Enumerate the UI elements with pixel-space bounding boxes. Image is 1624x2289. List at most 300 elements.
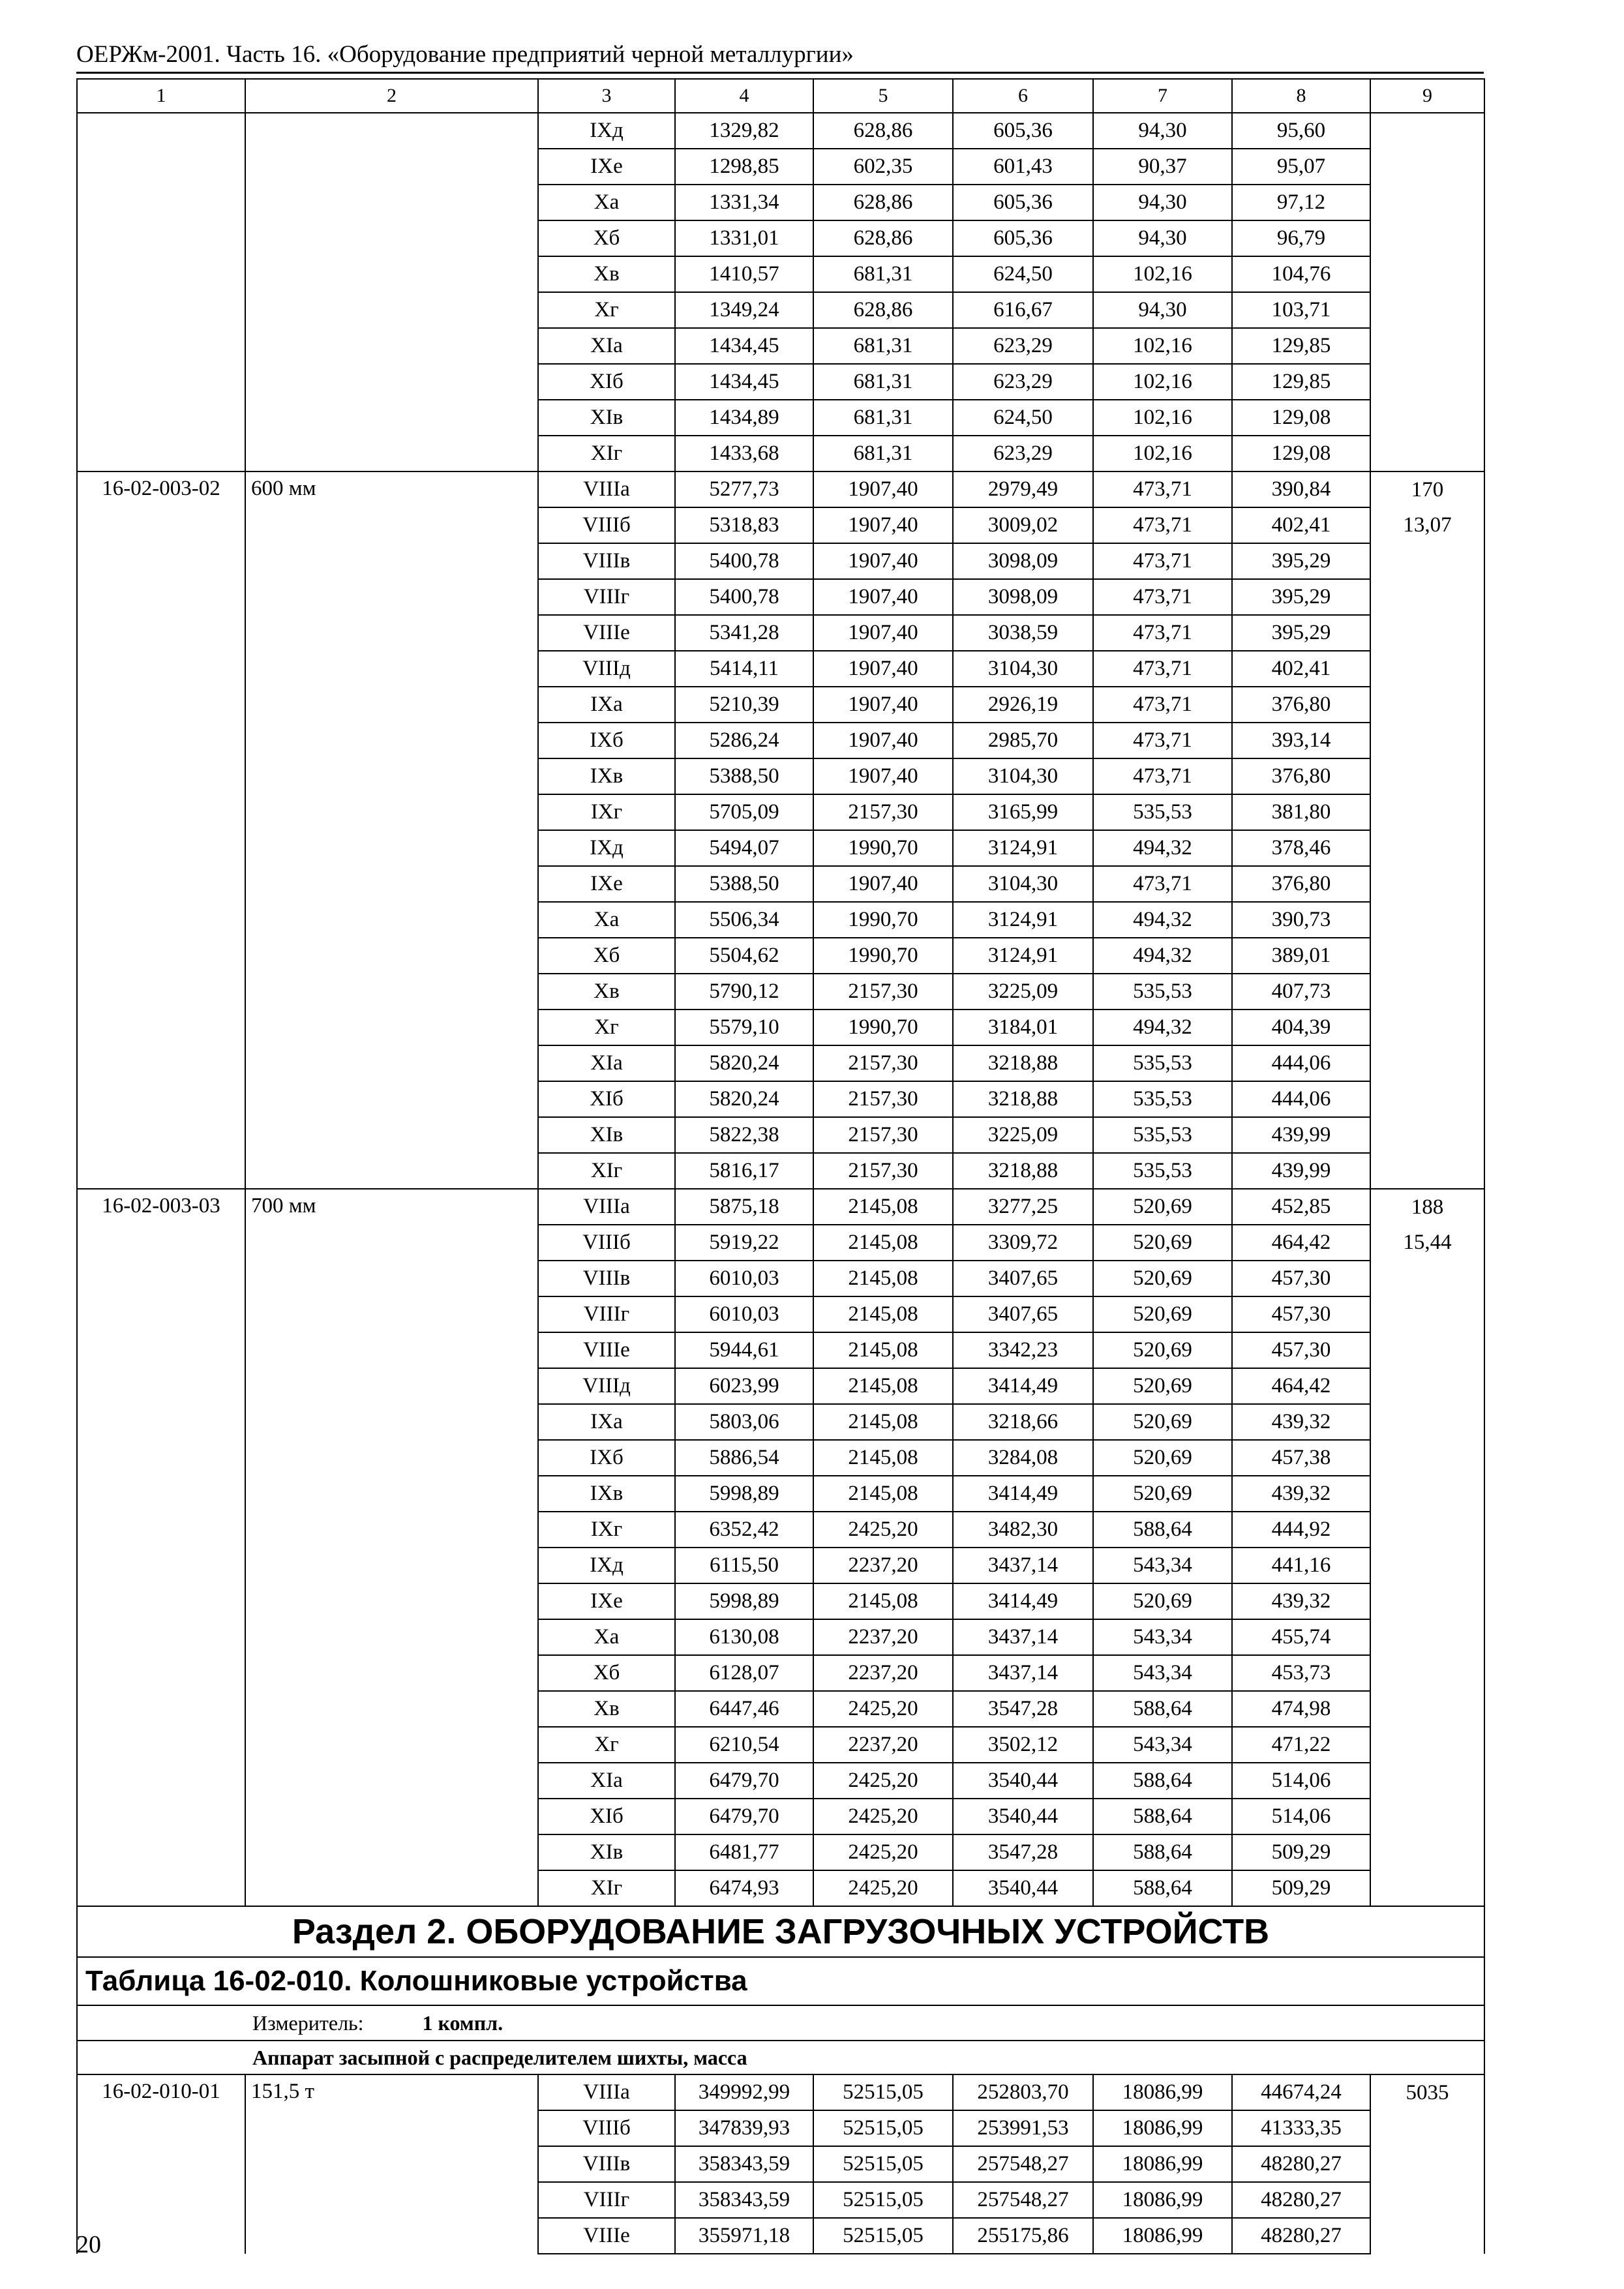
value-cell: 18086,99	[1093, 2146, 1232, 2182]
value-cell: 129,08	[1232, 400, 1370, 436]
value-cell: 3342,23	[953, 1332, 1093, 1368]
value-cell: 3407,65	[953, 1261, 1093, 1296]
value-cell: 3098,09	[953, 543, 1093, 579]
value-cell: 494,32	[1093, 830, 1232, 866]
value-cell: 41333,35	[1232, 2110, 1370, 2146]
value-cell: 535,53	[1093, 794, 1232, 830]
value-cell: 444,06	[1232, 1081, 1370, 1117]
zone-cell: IXг	[538, 1512, 675, 1548]
value-cell: 623,29	[953, 328, 1093, 364]
value-cell: 535,53	[1093, 974, 1232, 1010]
value-cell: 1990,70	[813, 902, 953, 938]
value-cell: 1434,45	[675, 364, 813, 400]
value-cell: 1298,85	[675, 149, 813, 185]
value-cell: 1907,40	[813, 471, 953, 507]
value-cell: 376,80	[1232, 687, 1370, 723]
meter-value: 1 компл.	[422, 2011, 504, 2035]
zone-cell: VIIIе	[538, 615, 675, 651]
value-cell: 6128,07	[675, 1655, 813, 1691]
value-cell: 602,35	[813, 149, 953, 185]
table-row	[77, 113, 1484, 149]
value-cell: 452,85	[1232, 1189, 1370, 1225]
zone-cell: XIа	[538, 1045, 675, 1081]
value-cell: 5400,78	[675, 579, 813, 615]
value-cell: 520,69	[1093, 1332, 1232, 1368]
zone-cell: VIIIе	[538, 2218, 675, 2254]
value-cell: 473,71	[1093, 758, 1232, 794]
zone-cell: Xг	[538, 1727, 675, 1763]
value-cell: 44674,24	[1232, 2074, 1370, 2110]
value-cell: 520,69	[1093, 1261, 1232, 1296]
zone-cell: XIв	[538, 400, 675, 436]
table-block	[77, 113, 1484, 471]
column-number: 1	[77, 79, 245, 113]
value-cell: 2157,30	[813, 1117, 953, 1153]
table-block	[77, 1189, 1484, 1906]
value-cell: 3225,09	[953, 974, 1093, 1010]
zone-cell: VIIIб	[538, 507, 675, 543]
zone-cell: Xб	[538, 938, 675, 974]
value-cell: 5790,12	[675, 974, 813, 1010]
value-cell: 1907,40	[813, 543, 953, 579]
value-cell: 6352,42	[675, 1512, 813, 1548]
value-cell: 473,71	[1093, 723, 1232, 758]
value-cell: 628,86	[813, 185, 953, 220]
value-cell: 439,32	[1232, 1476, 1370, 1512]
value-cell: 535,53	[1093, 1117, 1232, 1153]
value-cell: 588,64	[1093, 1834, 1232, 1870]
zone-cell: VIIIг	[538, 2182, 675, 2218]
column-number: 6	[953, 79, 1093, 113]
col9-value: 5035	[1370, 2074, 1484, 2110]
table-row	[77, 2074, 1484, 2110]
zone-cell: IXв	[538, 758, 675, 794]
value-cell: 5919,22	[675, 1225, 813, 1261]
value-cell: 1990,70	[813, 938, 953, 974]
value-cell: 5494,07	[675, 830, 813, 866]
zone-cell: XIа	[538, 1763, 675, 1799]
column-number: 3	[538, 79, 675, 113]
value-cell: 2425,20	[813, 1834, 953, 1870]
value-cell: 457,30	[1232, 1296, 1370, 1332]
value-cell: 514,06	[1232, 1763, 1370, 1799]
value-cell: 2237,20	[813, 1727, 953, 1763]
value-cell: 3218,88	[953, 1045, 1093, 1081]
value-cell: 623,29	[953, 436, 1093, 471]
value-cell: 520,69	[1093, 1476, 1232, 1512]
value-cell: 535,53	[1093, 1081, 1232, 1117]
value-cell: 404,39	[1232, 1010, 1370, 1045]
value-cell: 624,50	[953, 400, 1093, 436]
value-cell: 5998,89	[675, 1476, 813, 1512]
value-cell: 102,16	[1093, 436, 1232, 471]
value-cell: 473,71	[1093, 651, 1232, 687]
value-cell: 441,16	[1232, 1548, 1370, 1583]
value-cell: 52515,05	[813, 2146, 953, 2182]
value-cell: 18086,99	[1093, 2182, 1232, 2218]
value-cell: 464,42	[1232, 1225, 1370, 1261]
value-cell: 381,80	[1232, 794, 1370, 830]
value-cell: 102,16	[1093, 256, 1232, 292]
value-cell: 257548,27	[953, 2146, 1093, 2182]
value-cell: 509,29	[1232, 1870, 1370, 1906]
value-cell: 514,06	[1232, 1799, 1370, 1834]
value-cell: 1990,70	[813, 830, 953, 866]
value-cell: 3165,99	[953, 794, 1093, 830]
value-cell: 52515,05	[813, 2182, 953, 2218]
value-cell: 3218,88	[953, 1153, 1093, 1189]
zone-cell: IXе	[538, 866, 675, 902]
value-cell: 494,32	[1093, 1010, 1232, 1045]
zone-cell: VIIIв	[538, 543, 675, 579]
zone-cell: Xв	[538, 256, 675, 292]
zone-cell: VIIIг	[538, 579, 675, 615]
column-number: 7	[1093, 79, 1232, 113]
value-cell: 1434,45	[675, 328, 813, 364]
column-number: 8	[1232, 79, 1370, 113]
item-name: 700 мм	[245, 1189, 538, 1906]
value-cell: 5277,73	[675, 471, 813, 507]
value-cell: 3104,30	[953, 651, 1093, 687]
value-cell: 1410,57	[675, 256, 813, 292]
value-cell: 3124,91	[953, 830, 1093, 866]
value-cell: 102,16	[1093, 328, 1232, 364]
value-cell: 473,71	[1093, 687, 1232, 723]
value-cell: 102,16	[1093, 400, 1232, 436]
value-cell: 376,80	[1232, 866, 1370, 902]
value-cell: 52515,05	[813, 2074, 953, 2110]
value-cell: 1907,40	[813, 723, 953, 758]
value-cell: 5388,50	[675, 758, 813, 794]
value-cell: 616,67	[953, 292, 1093, 328]
value-cell: 95,07	[1232, 149, 1370, 185]
value-cell: 6479,70	[675, 1763, 813, 1799]
value-cell: 407,73	[1232, 974, 1370, 1010]
value-cell: 3437,14	[953, 1548, 1093, 1583]
value-cell: 3225,09	[953, 1117, 1093, 1153]
value-cell: 395,29	[1232, 615, 1370, 651]
value-cell: 2237,20	[813, 1619, 953, 1655]
value-cell: 6474,93	[675, 1870, 813, 1906]
page-header: ОЕРЖм-2001. Часть 16. «Оборудование предприятий черной металлургии»	[76, 41, 854, 68]
value-cell: 3414,49	[953, 1368, 1093, 1404]
empty-cell	[77, 113, 245, 471]
value-cell: 48280,27	[1232, 2182, 1370, 2218]
value-cell: 535,53	[1093, 1045, 1232, 1081]
value-cell: 520,69	[1093, 1404, 1232, 1440]
value-cell: 3437,14	[953, 1655, 1093, 1691]
table-block	[77, 471, 1484, 1189]
zone-cell: XIб	[538, 1081, 675, 1117]
value-cell: 2425,20	[813, 1512, 953, 1548]
col9-value: 13,07	[1370, 507, 1484, 543]
value-cell: 520,69	[1093, 1189, 1232, 1225]
value-cell: 520,69	[1093, 1225, 1232, 1261]
value-cell: 390,73	[1232, 902, 1370, 938]
value-cell: 543,34	[1093, 1548, 1232, 1583]
value-cell: 601,43	[953, 149, 1093, 185]
value-cell: 358343,59	[675, 2146, 813, 2182]
zone-cell: Xа	[538, 185, 675, 220]
item-name: 600 мм	[245, 471, 538, 1189]
value-cell: 103,71	[1232, 292, 1370, 328]
value-cell: 3414,49	[953, 1583, 1093, 1619]
column-number: 2	[245, 79, 538, 113]
value-cell: 624,50	[953, 256, 1093, 292]
col9-value: 188	[1370, 1189, 1484, 1225]
value-cell: 681,31	[813, 328, 953, 364]
value-cell: 2145,08	[813, 1261, 953, 1296]
value-cell: 3284,08	[953, 1440, 1093, 1476]
value-cell: 3038,59	[953, 615, 1093, 651]
value-cell: 681,31	[813, 256, 953, 292]
value-cell: 473,71	[1093, 543, 1232, 579]
rate-code: 16-02-003-02	[77, 471, 245, 1189]
value-cell: 5210,39	[675, 687, 813, 723]
value-cell: 520,69	[1093, 1368, 1232, 1404]
value-cell: 2425,20	[813, 1691, 953, 1727]
column-number: 9	[1370, 79, 1484, 113]
value-cell: 52515,05	[813, 2110, 953, 2146]
zone-cell: VIIIа	[538, 1189, 675, 1225]
value-cell: 255175,86	[953, 2218, 1093, 2254]
value-cell: 444,92	[1232, 1512, 1370, 1548]
empty-cell	[1370, 2110, 1484, 2254]
value-cell: 494,32	[1093, 938, 1232, 974]
value-cell: 605,36	[953, 220, 1093, 256]
value-cell: 129,85	[1232, 328, 1370, 364]
value-cell: 129,08	[1232, 436, 1370, 471]
value-cell: 3540,44	[953, 1799, 1093, 1834]
value-cell: 402,41	[1232, 507, 1370, 543]
value-cell: 2145,08	[813, 1332, 953, 1368]
value-cell: 1907,40	[813, 615, 953, 651]
value-cell: 2145,08	[813, 1476, 953, 1512]
value-cell: 543,34	[1093, 1619, 1232, 1655]
value-cell: 2157,30	[813, 974, 953, 1010]
zone-cell: Xа	[538, 902, 675, 938]
value-cell: 588,64	[1093, 1691, 1232, 1727]
value-cell: 349992,99	[675, 2074, 813, 2110]
value-cell: 520,69	[1093, 1583, 1232, 1619]
value-cell: 18086,99	[1093, 2074, 1232, 2110]
zone-cell: IXе	[538, 1583, 675, 1619]
value-cell: 5820,24	[675, 1081, 813, 1117]
zone-cell: VIIIг	[538, 1296, 675, 1332]
value-cell: 52515,05	[813, 2218, 953, 2254]
value-cell: 1907,40	[813, 651, 953, 687]
value-cell: 5286,24	[675, 723, 813, 758]
value-cell: 5886,54	[675, 1440, 813, 1476]
value-cell: 96,79	[1232, 220, 1370, 256]
value-cell: 2145,08	[813, 1296, 953, 1332]
value-cell: 1434,89	[675, 400, 813, 436]
value-cell: 6023,99	[675, 1368, 813, 1404]
value-cell: 474,98	[1232, 1691, 1370, 1727]
empty-cell	[1370, 1261, 1484, 1906]
value-cell: 588,64	[1093, 1870, 1232, 1906]
table-title: Таблица 16-02-010. Колошниковые устройства	[77, 1957, 1484, 2005]
value-cell: 2157,30	[813, 1153, 953, 1189]
value-cell: 6115,50	[675, 1548, 813, 1583]
value-cell: 3218,88	[953, 1081, 1093, 1117]
value-cell: 90,37	[1093, 149, 1232, 185]
value-cell: 5822,38	[675, 1117, 813, 1153]
value-cell: 129,85	[1232, 364, 1370, 400]
value-cell: 402,41	[1232, 651, 1370, 687]
value-cell: 464,42	[1232, 1368, 1370, 1404]
value-cell: 473,71	[1093, 579, 1232, 615]
value-cell: 623,29	[953, 364, 1093, 400]
value-cell: 520,69	[1093, 1296, 1232, 1332]
value-cell: 5388,50	[675, 866, 813, 902]
empty-cell	[1370, 113, 1484, 471]
value-cell: 5820,24	[675, 1045, 813, 1081]
value-cell: 681,31	[813, 364, 953, 400]
value-cell: 5341,28	[675, 615, 813, 651]
value-cell: 3309,72	[953, 1225, 1093, 1261]
value-cell: 473,71	[1093, 471, 1232, 507]
value-cell: 455,74	[1232, 1619, 1370, 1655]
value-cell: 439,99	[1232, 1153, 1370, 1189]
value-cell: 3540,44	[953, 1870, 1093, 1906]
value-cell: 457,38	[1232, 1440, 1370, 1476]
value-cell: 3124,91	[953, 902, 1093, 938]
zone-cell: IXд	[538, 113, 675, 149]
value-cell: 6479,70	[675, 1799, 813, 1834]
rate-code: 16-02-010-01	[77, 2074, 245, 2254]
value-cell: 535,53	[1093, 1153, 1232, 1189]
column-number: 4	[675, 79, 813, 113]
value-cell: 520,69	[1093, 1440, 1232, 1476]
value-cell: 439,32	[1232, 1404, 1370, 1440]
zone-cell: IXд	[538, 1548, 675, 1583]
value-cell: 94,30	[1093, 220, 1232, 256]
value-cell: 6481,77	[675, 1834, 813, 1870]
column-number-row	[77, 79, 1484, 113]
value-cell: 5816,17	[675, 1153, 813, 1189]
value-cell: 453,73	[1232, 1655, 1370, 1691]
value-cell: 3218,66	[953, 1404, 1093, 1440]
zone-cell: XIв	[538, 1117, 675, 1153]
zone-cell: VIIIд	[538, 651, 675, 687]
value-cell: 48280,27	[1232, 2146, 1370, 2182]
value-cell: 5579,10	[675, 1010, 813, 1045]
value-cell: 628,86	[813, 220, 953, 256]
value-cell: 3414,49	[953, 1476, 1093, 1512]
value-cell: 1907,40	[813, 866, 953, 902]
value-cell: 1907,40	[813, 687, 953, 723]
value-cell: 2145,08	[813, 1368, 953, 1404]
value-cell: 3009,02	[953, 507, 1093, 543]
table-row	[77, 1189, 1484, 1225]
value-cell: 2157,30	[813, 794, 953, 830]
value-cell: 2979,49	[953, 471, 1093, 507]
value-cell: 1907,40	[813, 507, 953, 543]
value-cell: 471,22	[1232, 1727, 1370, 1763]
table-row	[77, 79, 1484, 113]
value-cell: 94,30	[1093, 292, 1232, 328]
value-cell: 1331,01	[675, 220, 813, 256]
value-cell: 390,84	[1232, 471, 1370, 507]
value-cell: 588,64	[1093, 1799, 1232, 1834]
value-cell: 3104,30	[953, 758, 1093, 794]
value-cell: 473,71	[1093, 615, 1232, 651]
meter-row	[77, 2005, 1484, 2041]
zone-cell: IXд	[538, 830, 675, 866]
value-cell: 3104,30	[953, 866, 1093, 902]
zone-cell: XIг	[538, 1153, 675, 1189]
value-cell: 439,32	[1232, 1583, 1370, 1619]
value-cell: 3540,44	[953, 1763, 1093, 1799]
value-cell: 378,46	[1232, 830, 1370, 866]
value-cell: 5875,18	[675, 1189, 813, 1225]
zone-cell: IXе	[538, 149, 675, 185]
value-cell: 1990,70	[813, 1010, 953, 1045]
column-number: 5	[813, 79, 953, 113]
zone-cell: XIб	[538, 1799, 675, 1834]
value-cell: 3098,09	[953, 579, 1093, 615]
value-cell: 5705,09	[675, 794, 813, 830]
value-cell: 1331,34	[675, 185, 813, 220]
value-cell: 2926,19	[953, 687, 1093, 723]
value-cell: 3277,25	[953, 1189, 1093, 1225]
value-cell: 102,16	[1093, 364, 1232, 400]
value-cell: 2145,08	[813, 1440, 953, 1476]
zone-cell: VIIIе	[538, 1332, 675, 1368]
value-cell: 444,06	[1232, 1045, 1370, 1081]
value-cell: 2157,30	[813, 1045, 953, 1081]
value-cell: 3482,30	[953, 1512, 1093, 1548]
value-cell: 1329,82	[675, 113, 813, 149]
value-cell: 395,29	[1232, 543, 1370, 579]
zone-cell: VIIIв	[538, 1261, 675, 1296]
value-cell: 588,64	[1093, 1512, 1232, 1548]
rate-code: 16-02-003-03	[77, 1189, 245, 1906]
empty-cell	[245, 113, 538, 471]
value-cell: 5318,83	[675, 507, 813, 543]
value-cell: 5944,61	[675, 1332, 813, 1368]
zone-cell: XIг	[538, 436, 675, 471]
value-cell: 588,64	[1093, 1763, 1232, 1799]
value-cell: 3407,65	[953, 1296, 1093, 1332]
value-cell: 6010,03	[675, 1296, 813, 1332]
col9-value: 15,44	[1370, 1225, 1484, 1261]
zone-cell: XIв	[538, 1834, 675, 1870]
value-cell: 2145,08	[813, 1225, 953, 1261]
zone-cell: VIIIб	[538, 1225, 675, 1261]
zone-cell: Xв	[538, 1691, 675, 1727]
value-cell: 439,99	[1232, 1117, 1370, 1153]
zone-cell: IXб	[538, 723, 675, 758]
value-cell: 2425,20	[813, 1799, 953, 1834]
zone-cell: VIIIб	[538, 2110, 675, 2146]
value-cell: 97,12	[1232, 185, 1370, 220]
zone-cell: Xг	[538, 1010, 675, 1045]
value-cell: 2237,20	[813, 1548, 953, 1583]
zone-cell: XIа	[538, 328, 675, 364]
zone-cell: IXв	[538, 1476, 675, 1512]
value-cell: 543,34	[1093, 1727, 1232, 1763]
value-cell: 18086,99	[1093, 2218, 1232, 2254]
zone-cell: Xб	[538, 1655, 675, 1691]
table-row	[77, 471, 1484, 507]
value-cell: 5506,34	[675, 902, 813, 938]
header-rule	[76, 72, 1484, 74]
value-cell: 628,86	[813, 113, 953, 149]
value-cell: 5414,11	[675, 651, 813, 687]
value-cell: 393,14	[1232, 723, 1370, 758]
